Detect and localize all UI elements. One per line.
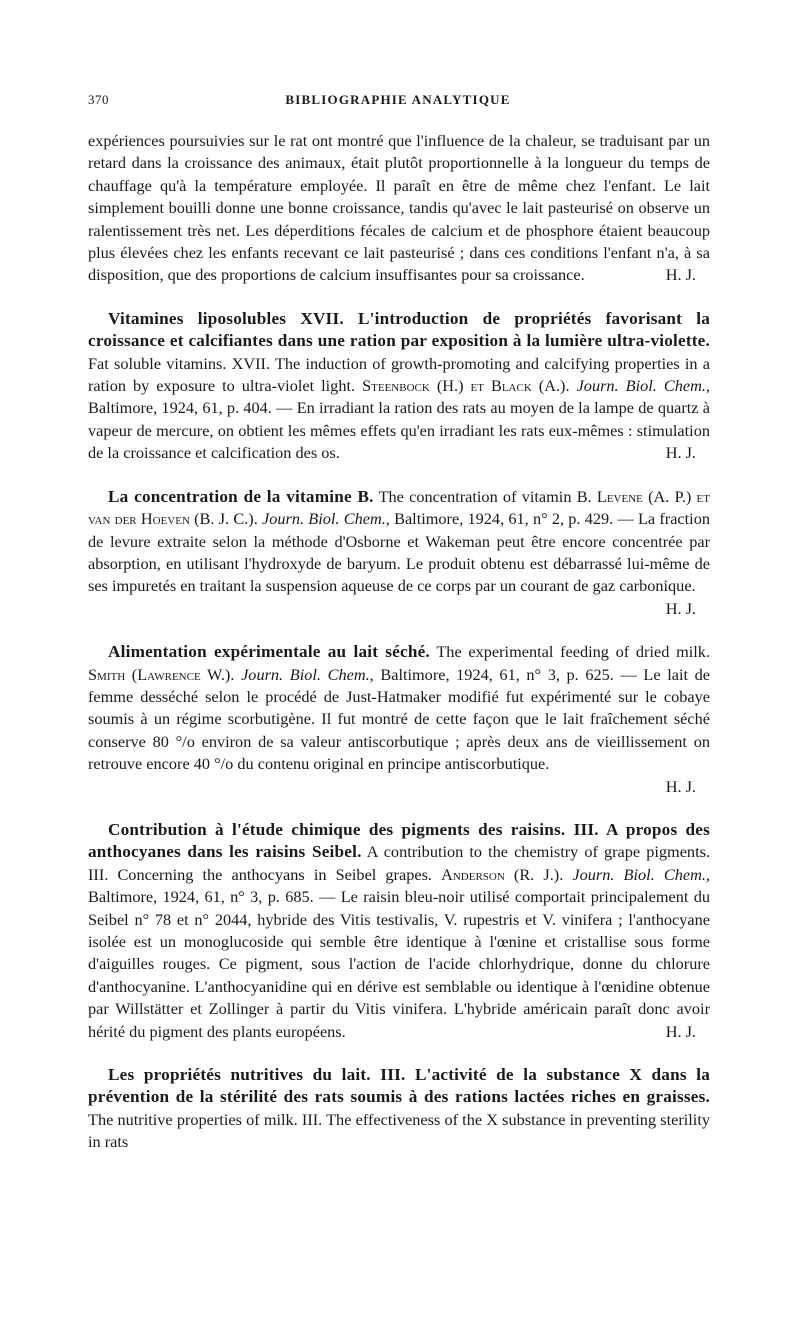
article-body <box>88 130 710 1154</box>
entry-signature: H. J. <box>665 598 696 618</box>
entry-journal: Journ. Biol. Chem., <box>262 509 390 529</box>
entry-journal: Journ. Biol. Chem., <box>576 376 711 396</box>
entry-citation: Baltimore, 1924, 61, n° 3, p. 685. <box>88 887 314 907</box>
entry-heading: La concentration de la vitamine B. <box>108 486 374 506</box>
entry-english-title: The nutritive properties of milk. III. The effectiveness of the X substance in preventing sterility in rats <box>88 1109 710 1152</box>
entry-summary: — Le raisin bleu-noir utilisé comportait principalement du Seibel n° 78 et n° 2044, hybride des Vitis testivalis, V. rupestris et V. vinifera ; l'anthocyane isolée est un monoglucoside qui semble être identique à l'œnine et cristallise sous forme d'aiguilles rouges. Ce pigment, sous l'action de l'acide chlorhydrique, donne du chlorure d'anthocyanine. L'anthocyanidine qui en dérive est semblable ou identique à l'œnidine obtenue par Willstätter et Zollinger à partir du Vitis vinifera. L'hybride américain paraît donc avoir hérité du pigment des plants européens. <box>88 887 710 1041</box>
abstract-entry <box>88 819 710 1043</box>
entry-heading: Vitamines liposolubles XVII. L'introduction de propriétés favorisant la croissance et calcifiantes dans une ration par exposition à la lumière ultra-violette. <box>88 308 710 351</box>
entry-citation: Baltimore, 1924, 61, p. 404. <box>88 398 272 418</box>
abstract-entry <box>88 486 710 620</box>
running-header <box>88 92 708 112</box>
entry-journal: Journ. Biol. Chem., <box>572 864 710 884</box>
entry-english-title: The experimental feeding of dried milk. <box>436 642 711 662</box>
running-title: BIBLIOGRAPHIE ANALYTIQUE <box>285 92 511 107</box>
entry-summary: — La fraction de levure extraite selon la méthode d'Osborne et Wakeman peut être encore concentrée par absorption, en utilisant l'hydroxyde de baryum. Le produit obtenu est débarrassé lui-même de ses impuretés en traitant la suspension aqueuse de ce corps par un courant de gaz carbonique. <box>88 509 710 596</box>
entry-journal: Journ. Biol. Chem., <box>241 664 374 684</box>
entry-authors: Smith (Lawrence W.). <box>88 664 235 684</box>
entry-citation: Baltimore, 1924, 61, n° 2, p. 429. <box>394 509 614 529</box>
entry-signature: H. J. <box>665 1021 696 1041</box>
entry-english-title: A contribution to the chemistry of grape pigments. III. Concerning the anthocyans in Seibel grapes. <box>88 842 710 884</box>
entry-authors: Anderson (R. J.). <box>441 864 564 884</box>
entry-signature: H. J. <box>665 443 696 463</box>
entry-summary: — En irradiant la ration des rats au moyen de la lampe de quartz à vapeur de mercure, on obtient les mêmes effets qu'en irradiant les rats eux-mêmes : stimulation de la croissance et calcification des os. <box>88 398 710 463</box>
entry-heading: Contribution à l'étude chimique des pigments des raisins. III. A propos des anthocyanes dans les raisins Seibel. <box>88 819 710 862</box>
entry-summary: — Le lait de femme desséché selon le procédé de Just-Hatmaker modifié fut expérimenté sur le cobaye soumis à un régime scorbutigène. Il fut montré de cette façon que le lait fraîchement séché conserve 80 °/o environ de sa valeur antiscorbutique ; après deux ans de vieillissement on retrouve encore 40 °/o du contenu original en principe antiscorbutique. <box>88 664 711 774</box>
entry-english-title: Fat soluble vitamins. XVII. The induction of growth-promoting and calcifying properties in a ration by exposure to ultra-violet light. <box>88 353 710 396</box>
intro-signature: H. J. <box>665 265 696 285</box>
entry-heading: Les propriétés nutritives du lait. III. L'activité de la substance X dans la prévention de la stérilité des rats soumis à des rations lactées riches en graisses. <box>88 1065 710 1107</box>
abstract-entry <box>88 641 710 798</box>
entry-signature: H. J. <box>665 776 696 796</box>
entry-authors: Steenbock (H.) et Black (A.). <box>362 376 570 396</box>
intro-text: expériences poursuivies sur le rat ont montré que l'influence de la chaleur, se traduisant par un retard dans la croissance des animaux, était plutôt proportionnelle à la longueur du temps de chauffage qu'à la température employée. Il paraît en être de même chez l'enfant. Le lait simplement bouilli donne une bonne croissance, tandis qu'avec le lait pasteurisé on observe un ralentissement très net. Les déperditions fécales de calcium et de phosphore étaient beaucoup plus élevées chez les enfants recevant ce lait pasteurisé ; dans ces conditions l'enfant n'a, à sa disposition, que des proportions de calcium insuffisantes pour sa croissance. <box>88 131 710 285</box>
entry-english-title: The concentration of vitamin B. <box>378 486 592 506</box>
entry-heading: Alimentation expérimentale au lait séché. <box>108 642 430 662</box>
page-number: 370 <box>88 92 109 107</box>
entry-citation: Baltimore, 1924, 61, n° 3, p. 625. <box>380 664 614 684</box>
abstract-entry <box>88 1064 710 1154</box>
abstract-entry <box>88 308 710 465</box>
intro-paragraph <box>88 130 710 287</box>
entry-authors: Levene (A. P.) et van der Hoeven (B. J. C.). <box>88 486 710 529</box>
